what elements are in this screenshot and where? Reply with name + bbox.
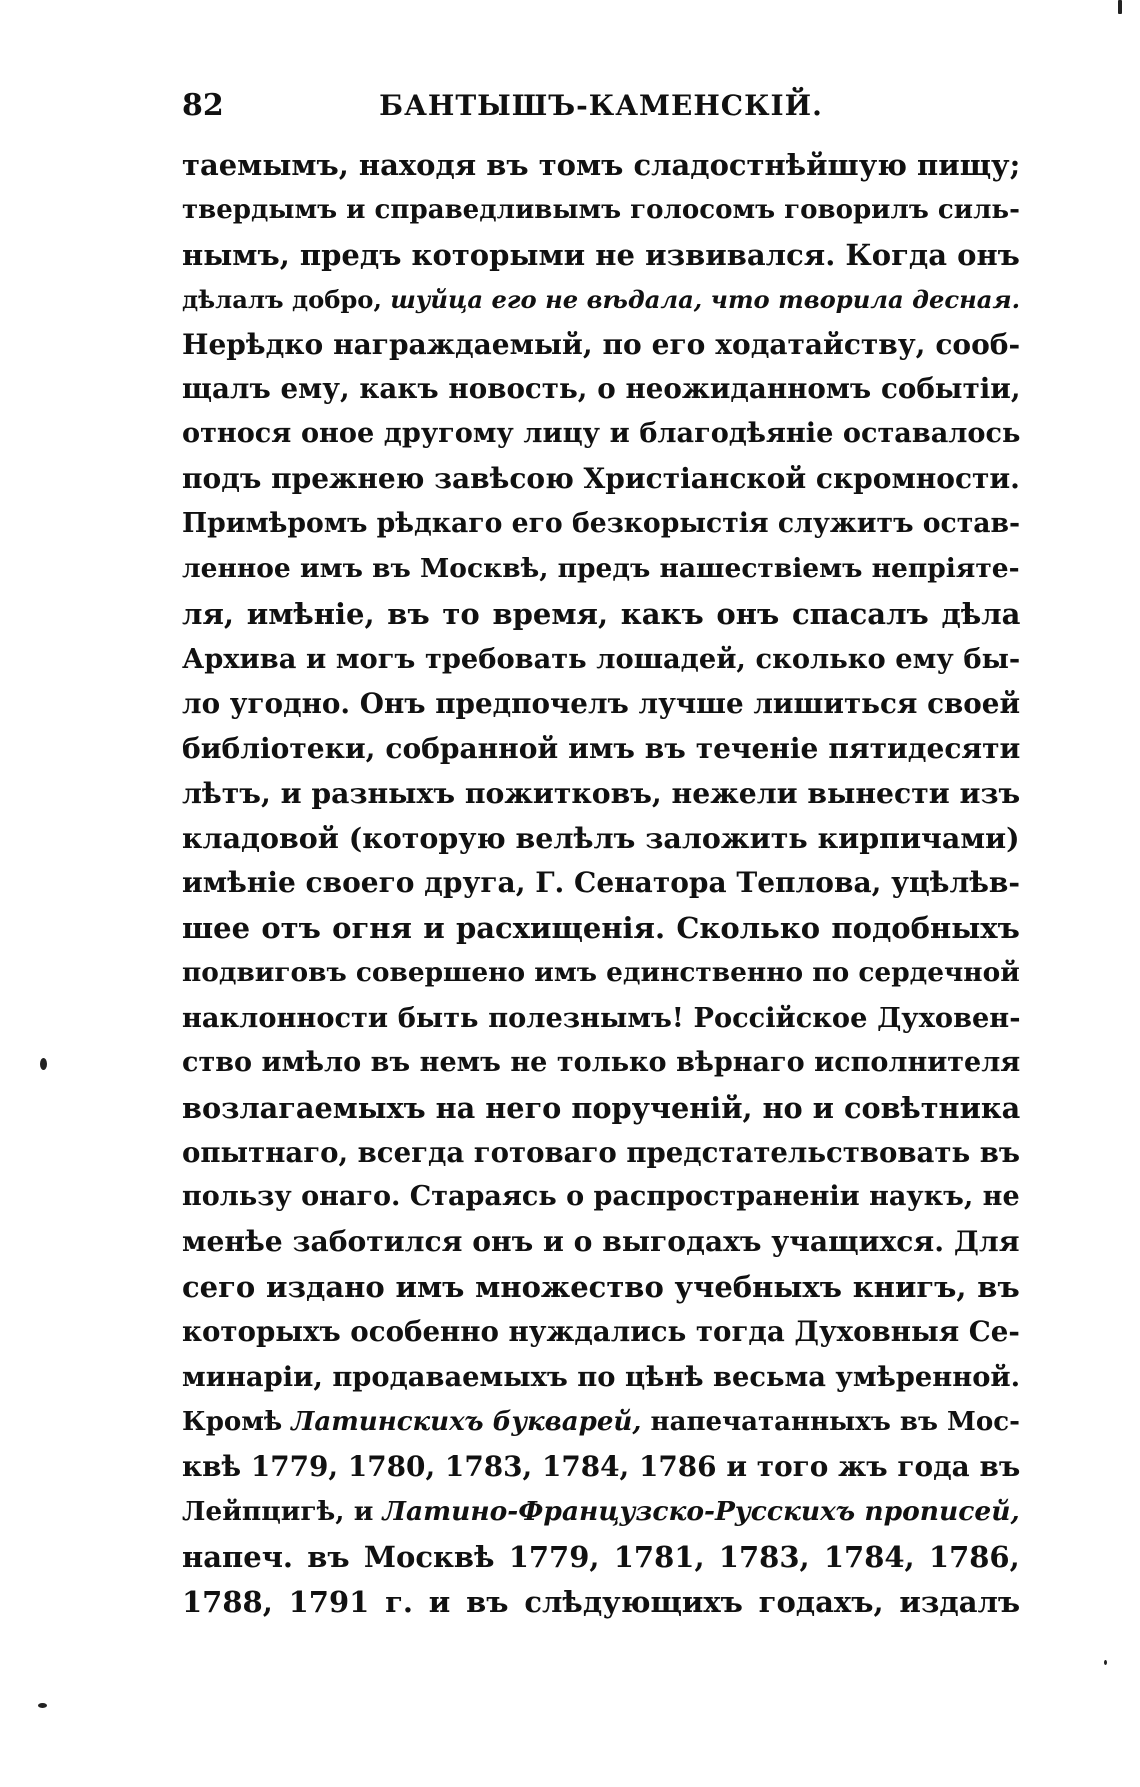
- text-segment: твердымъ и справедливымъ голосомъ говорилъ силь-: [182, 194, 1020, 225]
- text-line: [182, 547, 1020, 592]
- text-line: [182, 1535, 1020, 1580]
- text-line: [182, 188, 1020, 233]
- text-line: [182, 682, 1020, 727]
- text-line: [182, 1445, 1020, 1490]
- text-line: [182, 143, 1020, 188]
- text-segment: библіотеки, собранной имъ въ теченіе пятидесяти: [182, 731, 1021, 765]
- text-line: [182, 502, 1020, 547]
- text-line: [182, 592, 1020, 637]
- text-line: [182, 1265, 1020, 1310]
- text-segment: Архива и могъ требовать лошадей, сколько ему бы-: [182, 642, 1021, 675]
- text-segment: Нерѣдко награждаемый, по его ходатайству, сооб-: [182, 327, 1021, 361]
- text-line: [182, 412, 1020, 457]
- text-line: [182, 861, 1020, 906]
- text-segment: напечатанныхъ въ Мос-: [641, 1406, 1020, 1437]
- text-segment: ство имѣло въ немъ не только вѣрнаго исполнителя: [182, 1046, 1021, 1078]
- text-line: [182, 1131, 1020, 1176]
- text-line: [182, 1580, 1020, 1625]
- print-speck: [1118, 0, 1122, 14]
- text-segment: Кромѣ: [182, 1406, 292, 1437]
- text-segment: таемымъ, находя въ томъ сладостнѣйшую пищу;: [182, 148, 1021, 182]
- text-line: [182, 1175, 1020, 1220]
- text-segment: относя оное другому лицу и благодѣяніе оставалось: [182, 418, 1021, 450]
- text-line: [182, 367, 1020, 412]
- text-segment: шее отъ огня и расхищенія. Сколько подобныхъ: [182, 911, 1020, 946]
- text-line: [182, 323, 1020, 368]
- text-segment: ля, имѣніе, въ то время, какъ онъ спасалъ дѣла: [182, 596, 1021, 631]
- text-line: [182, 1310, 1020, 1355]
- text-segment: минаріи, продаваемыхъ по цѣнѣ весьма умѣренной.: [182, 1361, 1021, 1394]
- text-segment: 1788, 1791 г. и въ слѣдующихъ годахъ, издалъ: [182, 1584, 1021, 1619]
- text-line: [182, 996, 1020, 1041]
- text-segment: менѣе заботился онъ и о выгодахъ учащихся. Для: [182, 1225, 1020, 1259]
- text-line: [182, 906, 1020, 951]
- text-line: [182, 1220, 1020, 1265]
- text-segment: ло угодно. Онъ предпочелъ лучше лишиться своей: [182, 686, 1021, 720]
- page-number: 82: [182, 88, 224, 123]
- page-header: [182, 86, 1020, 126]
- italic-text: шуйца его не вѣдала, что творила десная.: [390, 284, 1021, 314]
- text-line: [182, 771, 1020, 816]
- text-segment: пользу онаго. Стараясь о распространеніи наукъ, не: [182, 1181, 1020, 1213]
- text-line: [182, 1400, 1020, 1445]
- print-speck: [40, 1058, 47, 1070]
- text-segment: щалъ ему, какъ новость, о неожиданномъ событіи,: [182, 372, 1021, 406]
- text-segment: подъ прежнею завѣсою Христіанской скромности.: [182, 462, 1020, 496]
- text-segment: нымъ, предъ которыми не извивался. Когда онъ: [182, 237, 1020, 272]
- body-text: [182, 143, 1020, 1624]
- text-line: [182, 1355, 1020, 1400]
- text-line: [182, 457, 1020, 502]
- text-segment: квѣ 1779, 1780, 1783, 1784, 1786 и того жъ года въ: [182, 1449, 1021, 1483]
- text-line: [182, 1490, 1020, 1535]
- text-segment: Примѣромъ рѣдкаго его безкорыстія служитъ остав-: [182, 508, 1021, 540]
- text-segment: напеч. въ Москвѣ 1779, 1781, 1783, 1784, 1786,: [182, 1539, 1020, 1574]
- text-segment: которыхъ особенно нуждались тогда Духовныя Се-: [182, 1315, 1020, 1349]
- text-segment: опытнаго, всегда готоваго предстательствовать въ: [182, 1136, 1021, 1169]
- text-segment: ленное имъ въ Москвѣ, предъ нашествіемъ непріяте-: [182, 553, 1020, 585]
- text-line: [182, 951, 1020, 996]
- text-line: [182, 637, 1020, 682]
- text-segment: сего издано имъ множество учебныхъ книгъ, въ: [182, 1270, 1020, 1305]
- italic-text: Латино-Французско-Русскихъ прописей,: [382, 1495, 1020, 1527]
- text-segment: кладовой (которую велѣлъ заложить кирпичами): [182, 821, 1020, 856]
- text-segment: подвиговъ совершено имъ единственно по сердечной: [182, 957, 1020, 989]
- text-segment: дѣлалъ добро,: [182, 284, 391, 314]
- text-segment: лѣтъ, и разныхъ пожитковъ, нежели вынести изъ: [182, 776, 1021, 811]
- text-segment: возлагаемыхъ на него порученій, но и совѣтника: [182, 1090, 1021, 1125]
- print-speck: [38, 1703, 47, 1708]
- text-line: [182, 816, 1020, 861]
- print-speck: [1104, 1660, 1107, 1665]
- italic-text: Латинскихъ букварей,: [291, 1406, 642, 1437]
- running-title: БАНТЫШЪ-КАМЕНСКІЙ.: [379, 89, 823, 122]
- text-line: [182, 1086, 1020, 1131]
- text-line: [182, 1041, 1020, 1086]
- text-segment: Лейпцигѣ, и: [182, 1495, 383, 1527]
- text-line: [182, 233, 1020, 278]
- text-segment: наклонности быть полезнымъ! Россійское Духовен-: [182, 1001, 1021, 1034]
- text-segment: имѣніе своего друга, Г. Сенатора Теплова, уцѣлѣв-: [182, 866, 1020, 900]
- text-line: [182, 727, 1020, 772]
- text-line: [182, 278, 1020, 323]
